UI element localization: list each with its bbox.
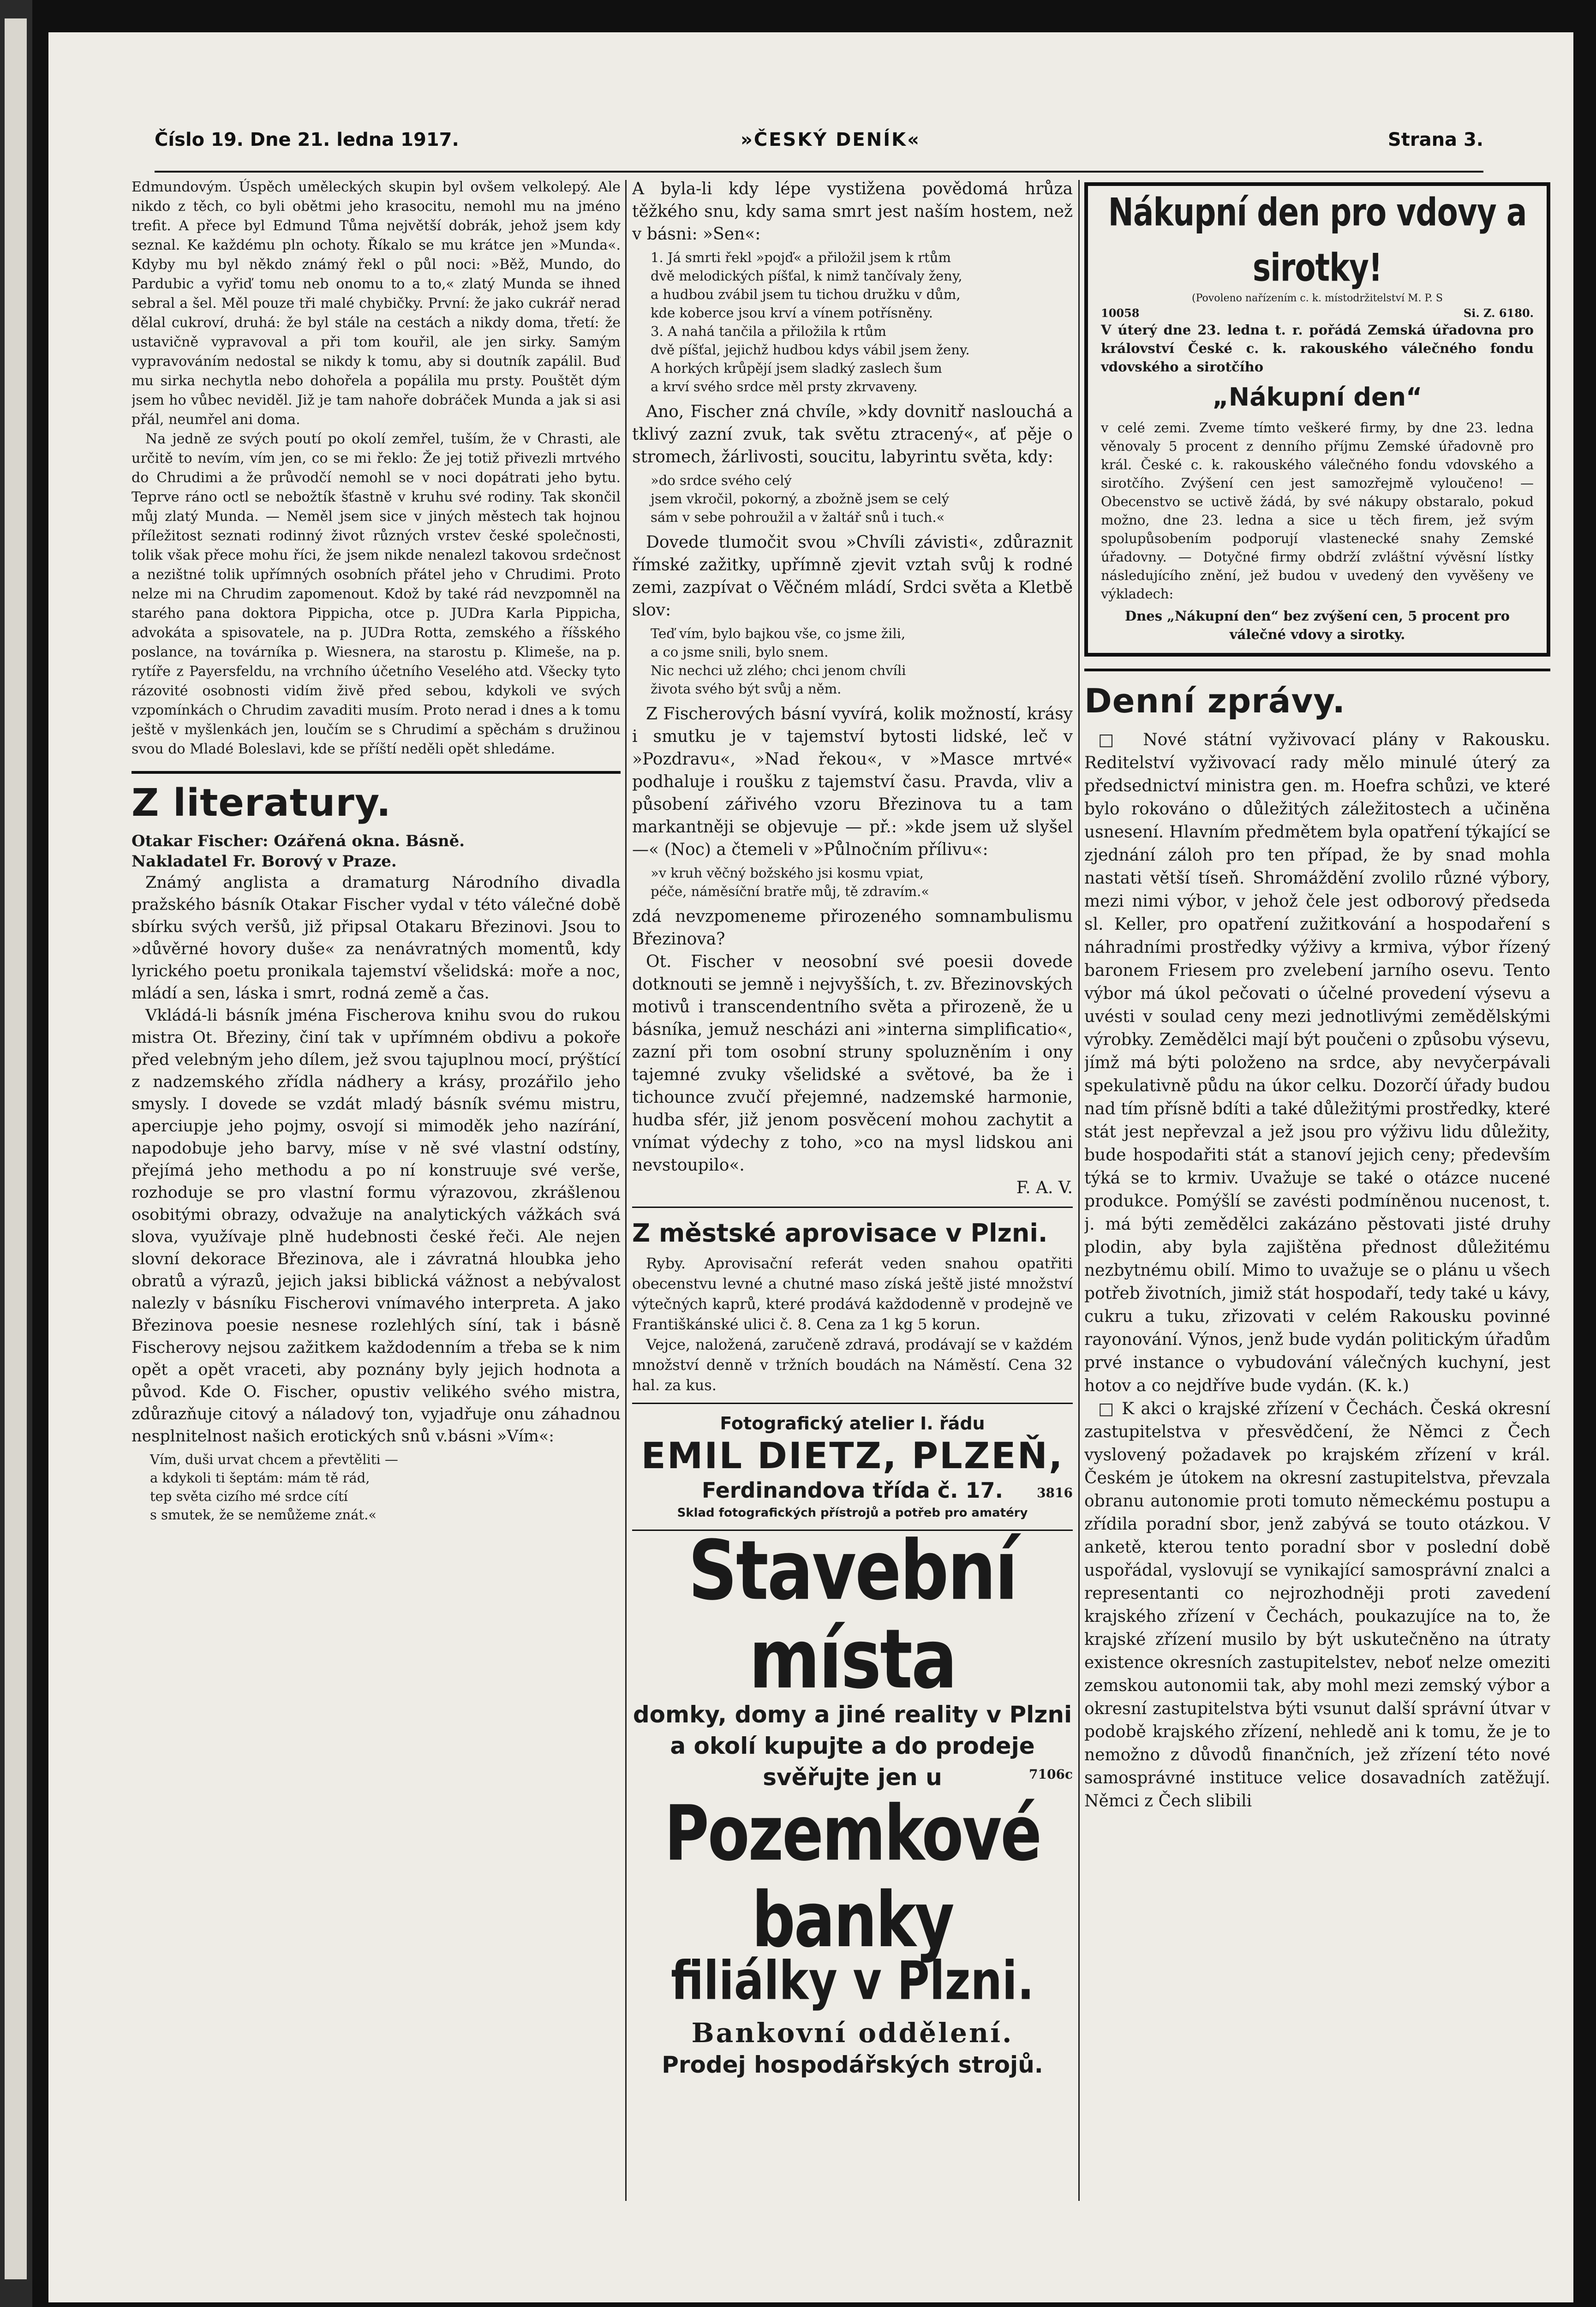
review-paragraph: Dovede tlumočit svou »Chvíli závisti«, zdůraznit římské zažitky, upřímně zjevit vztah svůj k rodné zemi, zazpívat o Věčném mládí, Srdci světa a Kletbě slov: — [632, 533, 1073, 620]
header-rule — [155, 171, 1483, 173]
review-paragraph: Vkládá-li básník jména Fischerova knihu svou do rukou mistra Ot. Březiny, činí tak v upřímném obdivu a pokoře před velebným jeho dílem, jež svou tajuplnou mocí, prýštící z nadzemského zřídla nádhery a krásy, prozářilo jeho smysly. I dovede se vzdát mladý básník svému mistru, aperciupje jeho pojmy, osvojí si mimoděk jeho nazírání, napodobuje jeho barvy, míse v ně své vlastní odstíny, přejímá jeho methodu a po ní konstruuje své verše, rozhoduje se pro vlastní formu výrazovou, zkrášlenou osobitými obrazy, odvažuje na analytických vážkách svá slova, využívaje plně hudebnosti české řeči. Ale nejen slovní dekorace Březinova, ale i závratná hloubka jeho obratů a výrazů, jejich jaksi biblická vážnost a nebývalost nalezly v básníku Fischerovi vnímavého interpreta. A jako Březinova poesie nesnese rozlehlých síní, tak i básně Fischerovy nejsou zažitkem každodenním a třeba se k nim opět a opět vraceti, aby poznány byly jejich hodnota a původ. Kde O. Fischer, opustiv velikého svého mistra, zdůrazňuje citový a náladový ton, vyjadřuje onu záhadnou nesplnitelnost našich erotických snů v.básni »Vím«: — [132, 1006, 621, 1446]
notice-event: „Nákupní den“ — [1212, 383, 1423, 412]
ad-line: filiálky v Plzni. — [670, 1949, 1034, 2012]
newspaper-page — [48, 32, 1573, 2302]
column-rule — [625, 180, 627, 2201]
poem-excerpt: »v kruh věčný božského jsi kosmu vpiat, péče, náměsíční bratře můj, tě zdravím.« — [651, 865, 930, 899]
notice-number: Si. Z. 6180. — [1463, 306, 1534, 320]
ad-name: EMIL DIETZ, PLZEŇ, — [641, 1435, 1064, 1477]
review-paragraph: Ano, Fischer zná chvíle, »kdy dovnitř naslouchá a tklivý zazní zvuk, tak světu ztracený«, ať pěje o stromech, žárlivosti, soucitu, labyrintu světa, kdy: — [632, 402, 1073, 466]
ad-divider — [632, 1403, 1073, 1404]
review-paragraph: A byla-li kdy lépe vystižena povědomá hrůza těžkého snu, kdy sama smrt jest naším hostem, než v básni: »Sen«: — [632, 179, 1073, 244]
author-signature: F. A. V. — [1016, 1178, 1073, 1197]
review-paragraph: Ot. Fischer v neosobní své poesii dovede dotknouti se jemně i nejvyšších, t. zv. Březinovských motivů i transcendentního světa a přirozeně, že u básníka, jemuž nescházi ani »interna simplificatio«, zazní při tom osobní struny spoluzněním i ony tajemné zvuky všelidské a světové, ba že i tichounce zvučí přejemné, nadzemské harmonie, hudba sfér, již jenom posvěcení mohou zachytit a vnímat výdechy z toho, »co na mysl lidskou ani nevstoupilo«. — [632, 952, 1073, 1175]
ad-line-text: a okolí kupujte a do prodeje svěřujte jen u — [670, 1733, 1035, 1791]
page-header — [155, 120, 1483, 161]
poem-excerpt: Teď vím, bylo bajkou vše, co jsme žili, a co jsme snili, bylo snem. Nic nechci už zlého; chci jenom chvíli života svého být svůj a něm. — [651, 626, 906, 697]
ad-headline: Stavební místa — [688, 1523, 1017, 1707]
ad-line: Sklad fotografických přístrojů a potřeb pro amatéry — [677, 1506, 1028, 1520]
daily-news-heading: Denní zprávy. — [1084, 681, 1346, 720]
news-paragraph: Ryby. Aprovisační referát veden snahou opatřiti obecenstvu levné a chutné maso získá ještě jisté množství výtečných kaprů, které prodává každodenně v prodejně ve Františkánské ulici č. 8. Cena za 1 kg 5 korun. — [632, 1255, 1073, 1333]
ad-headline: Pozemkové banky — [664, 1789, 1040, 1965]
ad-number: 3816 — [1037, 1485, 1073, 1500]
page-number: Strana 3. — [1387, 129, 1483, 150]
literature-heading: Z literatury. — [132, 781, 391, 825]
ad-line: Bankovní oddělení. — [691, 2017, 1014, 2049]
ad-address-text: Ferdinandova třída č. 17. — [702, 1478, 1003, 1503]
column-right — [1084, 178, 1550, 2208]
column-middle — [632, 178, 1073, 2208]
notice-slogan: Dnes „Nákupní den“ bez zvýšení cen, 5 procent pro válečné vdovy a sirotky. — [1125, 608, 1510, 642]
review-paragraph: Z Fischerových básní vyvírá, kolik možností, krásy i smutku je v tajemství bytosti lidské, leč v »Pozdravu«, »Nad řekou«, v »Masce mrtvé« podhaluje i roušku z tajemství času. Pravda, vliv a působení zářivého vzoru Březinova tu a tam markantněji se objevuje — př.: »kde jsem už slyšel —« (Noc) a čtemeli v »Půlnočním přílivu«: — [632, 705, 1073, 859]
ad-line: Prodej hospodářských strojů. — [662, 2051, 1043, 2078]
column-left — [132, 178, 621, 2199]
shopping-day-notice — [1084, 182, 1550, 657]
news-paragraph: □ Nové státní vyživovací plány v Rakousku. Reditelství vyživovací rady mělo minulé úterý za předsednictví ministra gen. m. Hoefra schůzi, ve které bylo rokováno o důležitých záležitostech a učiněna usnesení. Hlavním předmětem byla opatření týkající se zjednání záloh pro ten případ, že by snad mohla nastati větší tíseň. Shromáždění zvolilo různé výbory, mezi nimi výbor, v jehož čele jest odborový předseda sl. Keller, pro opatření zužitkování a hospodaření s náhradními prostředky výživy a krmiva, výbor řízený baronem Friesem pro zvelebení jarního osevu. Tento výbor má úkol pečovati o účelné provedení výsevu a uvésti v soulad ceny mezi jednotlivými zemědělskými výrobky. Zemědělci mají být poučeni o způsobu výsevu, jímž má býti položeno na srdce, aby nevyčerpávali spekulativně půdu na úkor celku. Dozorčí úřady budou nad tím přísně bdíti a také důležitými prostředky, které stát jest nepřevzal a jež jsou pro výživu lidu důležity, bude hospodařiti stát a stanoví jejich ceny; především týká se to krmiv. Uvažuje se také o otázce nucené produkce. Pomýšlí se zavésti podmíněnou nucenost, t. j. má býti zemědělci zakázáno pěstovati jisté druhy plodin, aby byla zajištěna přednost důležitému nezbytnému obilí. Mimo to uvažuje se o plánu u všech potřeb životních, jimiž stát hospodaří, tedy také u kávy, cukru a tuku, zřizovati v celém Rakousku povinné rayonování. Výnos, jenž bude vydán politickým úřadům prvé instance o vybudování válečných kuchyní, jest hotov a co nejdříve bude vydán. (K. k.) — [1084, 730, 1550, 1395]
poem-excerpt: 1. Já smrti řekl »pojď« a přiložil jsem k rtům dvě melodických píšťal, k nimž tančívaly ženy, a hudbou zvábil jsem tu tichou družku v dům, kde koberce jsou krví a vínem potřísněny. 3. A nahá tančila a přiložila k rtům dvě píšťal, jejichž hudbou kdys vábil jsem ženy. A horkých krůpějí jsem sladký zaslech šum a krví svého srdce měl prsty zkrvaveny. — [651, 250, 970, 394]
photo-studio-ad — [632, 1411, 1073, 1522]
review-paragraph: Známý anglista a dramaturg Národního divadla pražského básník Otakar Fischer vydal v této válečné době sbírku svých veršů, již připsal Otakaru Březinovi. Jsou to »důvěrné hovory duše« za nenávratných momentů, kdy lyrického poetu pronikala tajemství všelidská: moře a noc, mládí a sen, láska i smrt, rodná země a čas. — [132, 873, 621, 1003]
news-paragraph: Vejce, naložená, zaručeně zdravá, prodávají se v každém množství denně v tržních boudách na Náměstí. Cena 32 hal. za kus. — [632, 1336, 1073, 1394]
adjacent-page-edge — [0, 0, 32, 2307]
ad-address — [632, 1477, 1073, 1504]
bank-ad — [632, 1523, 1073, 2080]
poem-excerpt: »do srdce svého celý jsem vkročil, pokorný, a zbožně jsem se celý sám v sebe pohroužil a v žaltář snů i tuch.« — [651, 472, 950, 525]
issue-date: Číslo 19. Dne 21. ledna 1917. — [155, 129, 459, 150]
column-rule — [1078, 180, 1080, 2201]
notice-title: Nákupní den pro vdovy a sirotky! — [1108, 190, 1527, 290]
news-paragraph: □ K akci o krajské zřízení v Čechách. Česká okresní zastupitelstva v přesvědčení, že Němci z Čech vyslovený požadavek po krajském zřízení v král. Českém je útokem na okresní zastupitelstva, převzala obranu autonomie proti tomuto německému postupu a zřídila poradní sbor, jenž zabývá se touto otázkou. V anketě, kterou tento poradní sbor v poslední době uspořádal, vyslovují se vynikající samosprávní znalci a representanti co nejrozhodněji proti zavedení krajského zřízení v Čechách, poukazujíce na to, že krajské zřízení musilo by být uskutečněno na útraty existence okresních zastupitelstev, neboť nelze omeziti zemskou autonomii tak, aby mohl mezi zemský výbor a okresní zastupitelstva býti vsunut další správní útvar v podobě krajského zřízení, nehledě ani k tomu, že je to nemožno z důvodů finančních, jež zřízení této nové samosprávné instituce velice dosavadních zatěžují. Němci z Čech slibili — [1084, 1399, 1550, 1811]
review-paragraph: zdá nevzpomeneme přirozeného somnambulismu Březinova? — [632, 907, 1073, 949]
ad-line — [632, 1730, 1073, 1793]
newspaper-title: »ČESKÝ DENÍK« — [741, 129, 921, 150]
notice-text: v celé zemi. Zveme tímto veškeré firmy, by dne 23. ledna věnovaly 5 procent z denního příjmu Zemské úřadovně pro král. České c. k. rakouského válečného fondu vdovského a sirotčího. Zvýšení cen jest samozřejmě vyloučeno! — Obecenstvo se uctivě žádá, by své nákupy obstaralo, pokud možno, dne 23. ledna a sice u těch firem, jež svým spolupůsobením podporují vlastenecké snahy Zemské úřadovny. — Dotyčné firmy obdrží zvláštní vývěsní lístky následujícího znění, jež budou v uvedený den vyvěšeny ve výkladech: — [1101, 420, 1534, 602]
ad-number: 7106c — [1029, 1767, 1073, 1782]
feuilleton-paragraph: Na jedně ze svých poutí po okolí zemřel, tuším, že v Chrasti, ale určitě to nevím, vím jen, co se mi řeklo: Že jej totiž přivezli mrtvého do Chrudimi a že průvodčí nemohl se v noci dopátrati jeho bytu. Teprve ráno octl se nebožtík šťastně v kruhu své rodiny. Tak skončil můj zlatý Munda. — Neměl jsem sice v jiných městech tak hojnou příležitost seznati rodinný život různých vrstev české společnosti, tolik však přece mohu říci, že jsem nikde nenalezl takovou srdečnost a nezištné tolik upřímných osobních přátel jeho v Chrudimi. Proto nelze mi na Chrudim zapomenout. Kdož by také rád nevzpomněl na starého pana doktora Pippicha, otce p. JUDra Karla Pippicha, advokáta a spisovatele, na p. JUDra Rotta, zemského a říšského poslance, na továrníka p. Wiesnera, na starostu p. Klimeše, na p. rytíře z Payersfeldu, na vrchního účetního Veselého atd. Všecky tyto rázovité osobnosti vidím živě před sebou, kdykoli ve svých vzpomínkách o Chrudim zavaditi musím. Proto nerad i dnes a k tomu ještě v myšlenkách jen, loučím se s Chrudimí a spěchám s družinou svou do Mladé Boleslavi, kde se příští neděli opět shledáme. — [132, 431, 621, 757]
notice-numbers — [1101, 306, 1534, 321]
section-divider — [632, 1207, 1073, 1208]
book-title: Otakar Fischer: Ozářená okna. Básně. — [132, 832, 465, 850]
feuilleton-paragraph: Edmundovým. Úspěch uměleckých skupin byl ovšem velkolepý. Ale nikdo z těch, co byli obětmi jeho krasocitu, nemohl mu na jméno trefit. A přece byl Edmund Tůma největší dobrák, jehož jsem kdy seznal. Ke každému pln ochoty. Říkalo se mu krátce jen »Munda«. Kdyby mu byl někdo známý řekl o půl noci: »Běž, Mundo, do Pardubic a vyřiď tomu neb onomu to a to,« zlatý Munda se ihned sebral a šel. Měl pouze tři malé chybičky. První: že jako cukrář nerad dělal cukroví, druhá: že byl stále na cestách a nikdy doma, třetí: že ustavičně vypravoval a při tom kouřil, ale jen sirky. Samým vypravováním nedostal se nikdy k tomu, aby si doutník zapálil. Buď mu sirka nechytla nebo dohořela a popálila mu prsty. Pouštět dým jsem ho vůbec neviděl. Již je tam nahoře dobráček Munda a jak si asi přál, neumřel ani doma. — [132, 179, 621, 428]
ad-line: Fotografický atelier I. řádu — [720, 1413, 985, 1434]
section-divider — [132, 771, 621, 774]
notice-number: 10058 — [1101, 306, 1140, 320]
notice-text: V úterý dne 23. ledna t. r. pořádá Zemská úřadovna pro království České c. k. rakouského válečného fondu vdovského a sirotčího — [1101, 322, 1534, 375]
aprovisace-heading: Z městské aprovisace v Plzni. — [632, 1219, 1048, 1248]
notice-permit: (Povoleno nařízením c. k. místodržitelství M. P. S — [1192, 293, 1443, 304]
book-publisher: Nakladatel Fr. Borový v Praze. — [132, 852, 397, 871]
section-divider — [1084, 669, 1550, 671]
ad-line: domky, domy a jiné reality v Plzni — [633, 1701, 1072, 1728]
poem-excerpt: Vím, duši urvat chcem a převtěliti — a kdykoli ti šeptám: mám tě rád, tep světa cizího mé srdce cítí s smutek, že se nemůžeme znát.« — [150, 1452, 398, 1523]
